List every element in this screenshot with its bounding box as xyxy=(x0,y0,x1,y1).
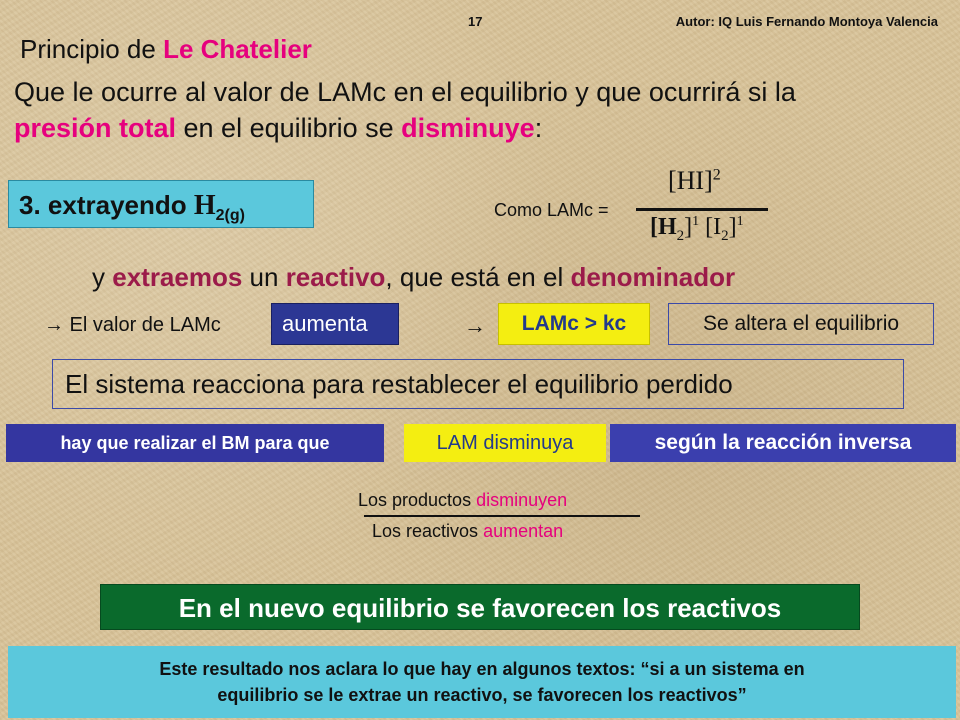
den-i-exp: 1 xyxy=(736,214,744,229)
den-h-sub: 2 xyxy=(676,227,685,244)
reactivos-line xyxy=(372,521,563,542)
altera-equilibrio-box: Se altera el equilibrio xyxy=(668,303,934,345)
step-box xyxy=(8,180,314,228)
valor-label: → El valor de LAMc xyxy=(44,314,221,336)
statement-extraemos: extraemos xyxy=(112,262,243,292)
sistema-reacciona-box: El sistema reacciona para restablecer el equilibrio perdido xyxy=(52,359,904,409)
note-line1: Este resultado nos aclara lo que hay en algunos textos: “si a un sistema en xyxy=(159,659,805,679)
question-decrease: disminuye xyxy=(401,113,535,143)
slide-title xyxy=(20,34,312,65)
statement-reactivo: reactivo xyxy=(285,262,386,292)
step-label: 3. extrayendo xyxy=(19,190,194,220)
aumenta-box: aumenta xyxy=(271,303,399,345)
productos-value: disminuyen xyxy=(476,490,568,510)
numerator-term: [HI] xyxy=(668,166,713,195)
statement-line xyxy=(92,262,735,293)
lamc-comparison-box: LAMc > kc xyxy=(498,303,650,345)
result-box: En el nuevo equilibrio se favorecen los reactivos xyxy=(100,584,860,630)
den-h-close: ] xyxy=(684,214,693,240)
statement-part1: y xyxy=(92,262,113,292)
question-part3: en el equilibrio se xyxy=(176,113,402,143)
lam-disminuya-box: LAM disminuya xyxy=(404,424,606,462)
step-subscript: 2(g) xyxy=(215,207,245,225)
den-h-open: [H xyxy=(650,214,677,240)
question-part5: : xyxy=(534,113,543,143)
formula-numerator xyxy=(668,166,721,196)
productos-prefix: Los productos xyxy=(358,490,477,510)
formula-denominator xyxy=(650,214,744,245)
arrow-right-icon: → xyxy=(464,313,486,338)
question-part1: Que le ocurre al valor de LAMc en el equilibrio y que ocurrirá si la xyxy=(14,77,796,107)
statement-part2: un xyxy=(242,262,286,292)
statement-denominador: denominador xyxy=(570,262,736,292)
fraction-bar xyxy=(636,208,768,211)
author-credit: Autor: IQ Luis Fernando Montoya Valencia xyxy=(675,14,938,29)
numerator-exponent: 2 xyxy=(712,166,721,184)
question-text xyxy=(14,74,954,146)
reactivos-prefix: Los reactivos xyxy=(372,521,484,541)
den-i-sub: 2 xyxy=(721,227,729,244)
note-line2: equilibrio se le extrae un reactivo, se favorecen los reactivos” xyxy=(217,685,747,705)
den-h-exp: 1 xyxy=(692,214,700,229)
slide-number: 17 xyxy=(468,14,483,29)
note-box xyxy=(8,646,956,718)
reactivos-value: aumentan xyxy=(483,521,564,541)
question-pressure: presión total xyxy=(14,113,177,143)
conclusion-divider xyxy=(364,515,640,517)
bm-box: hay que realizar el BM para que xyxy=(6,424,384,462)
title-prefix: Principio de xyxy=(20,34,164,64)
step-species: H xyxy=(193,190,216,221)
statement-part3: , que está en el xyxy=(385,262,571,292)
title-highlight: Le Chatelier xyxy=(163,34,312,64)
formula-prefix: Como LAMc = xyxy=(494,200,609,220)
den-i-close: ] xyxy=(728,214,737,240)
productos-line xyxy=(358,490,567,511)
den-i-open: [I xyxy=(705,214,722,240)
reaccion-inversa-box: según la reacción inversa xyxy=(610,424,956,462)
